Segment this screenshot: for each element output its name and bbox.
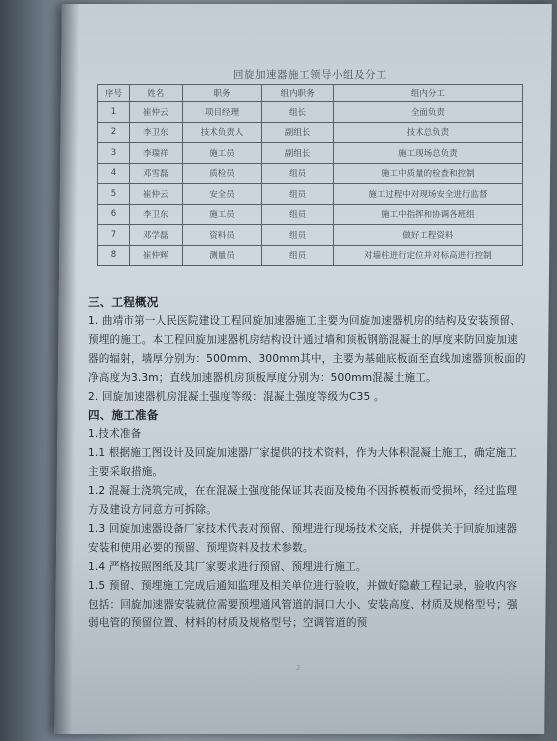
table-cell: 技术负责人 <box>182 122 262 143</box>
table-cell: 组长 <box>262 102 334 123</box>
paragraph: 1.4 严格按照图纸及其厂家要求进行预留、预埋进行施工。 <box>88 560 367 573</box>
table-cell: 施工现场总负责 <box>333 143 522 164</box>
table-cell: 组员 <box>262 184 334 205</box>
header-cell: 职务 <box>182 85 262 102</box>
paragraph: 1.技术准备 <box>88 428 142 441</box>
table-cell: 组员 <box>262 245 334 266</box>
table-row <box>98 122 523 143</box>
table-cell: 8 <box>98 245 130 266</box>
table-row <box>98 245 523 266</box>
table-row <box>98 184 523 205</box>
document-body <box>88 293 526 633</box>
table-cell: 组员 <box>262 225 334 246</box>
header-cell: 组内职务 <box>262 85 334 102</box>
table-row <box>98 102 523 123</box>
paragraph: 1. 曲靖市第一人民医院建设工程回旋加速器施工主要为回旋加速器机房的结构及安装预留、预埋的施工。本工程回旋加速器机房结构设计通过墙和顶板钢筋混凝土的厚度来防回旋加速器的辐射，墙厚分别为：500mm、300mm其中，主要为基础底板面至直线加速器顶板面的净高度为3.3m；直线加速器机房顶板厚度分别为：500mm混凝土施工。 <box>88 314 526 384</box>
table-cell: 组员 <box>262 163 334 184</box>
table-cell: 质检员 <box>182 163 262 184</box>
table-row <box>98 204 523 225</box>
table-cell: 安全员 <box>182 184 262 205</box>
table-cell: 3 <box>98 143 130 164</box>
header-cell: 姓名 <box>129 85 182 102</box>
table-cell: 施工中质量的检查和控制 <box>333 163 522 184</box>
table-cell: 全面负责 <box>333 102 522 123</box>
table-cell: 对墙柱进行定位并对标高进行控制 <box>333 245 522 266</box>
section-heading: 三、工程概况 <box>88 295 159 309</box>
table-cell: 技术总负责 <box>333 122 522 143</box>
table-cell: 副组长 <box>262 143 334 164</box>
table-row <box>98 163 523 184</box>
table-header-row <box>98 85 523 102</box>
table-cell: 施工中指挥和协调各班组 <box>333 204 522 225</box>
table-cell: 项目经理 <box>182 102 262 123</box>
table-cell: 2 <box>98 122 130 143</box>
paragraph: 1.1 根据施工图设计及回旋加速器厂家提供的技术资料，作为大体积混凝土施工，确定施工主要采取措施。 <box>88 447 518 479</box>
table-row <box>98 143 523 164</box>
table-cell: 崔仲云 <box>129 184 182 205</box>
table-cell: 做好工程资料 <box>333 225 522 246</box>
page-number: 2 <box>296 664 301 672</box>
table-cell: 崔仲辉 <box>129 245 182 266</box>
table-cell: 崔仲云 <box>129 102 182 123</box>
table-cell: 6 <box>98 204 130 225</box>
paragraph: 2. 回旋加速器机房混凝土强度等级：混凝土强度等级为C35 。 <box>88 390 385 403</box>
table-cell: 资料员 <box>182 225 262 246</box>
table-cell: 7 <box>98 225 130 246</box>
table-cell: 李卫东 <box>129 122 182 143</box>
table-cell: 测量员 <box>182 245 262 266</box>
table-cell: 李瑞祥 <box>129 143 182 164</box>
table-cell: 组员 <box>262 204 334 225</box>
section-heading: 四、施工准备 <box>88 408 159 423</box>
header-cell: 组内分工 <box>333 85 522 102</box>
paragraph: 1.3 回旋加速器设备厂家技术代表对预留、预埋进行现场技术交底，并提供关于回旋加速器安装和使用必要的预留、预埋资料及技术参数。 <box>88 522 518 554</box>
header-cell: 序号 <box>98 85 130 102</box>
table-cell: 副组长 <box>262 122 334 143</box>
table-cell: 李卫东 <box>129 204 182 225</box>
table-cell: 邓学磊 <box>129 225 182 246</box>
table-cell: 施工过程中对现场安全进行监督 <box>333 184 522 205</box>
table-cell: 邓雪磊 <box>129 163 182 184</box>
table-cell: 施工员 <box>182 143 262 164</box>
table-cell: 5 <box>98 184 130 205</box>
table-title: 回旋加速器施工领导小组及分工 <box>233 69 387 81</box>
table-cell: 施工员 <box>182 204 262 225</box>
paragraph: 1.2 混凝土浇筑完成，在在混凝土强度能保证其表面及棱角不因拆模板而受损坏，经过监理方及建设方同意方可拆除。 <box>88 485 518 516</box>
leadership-table <box>97 84 523 266</box>
paragraph: 1.5 预留、预埋施工完成后通知监理及相关单位进行验收，并做好隐蔽工程记录，验收内容包括：回旋加速器安装就位需要预埋通风管道的洞口大小、安装高度、材质及规格型号；强弱电管的预留位置、材料的材质及规格型号；空调管道的预 <box>88 579 518 630</box>
table-cell: 4 <box>98 163 130 184</box>
table-row <box>98 225 523 246</box>
table-cell: 1 <box>98 102 130 123</box>
